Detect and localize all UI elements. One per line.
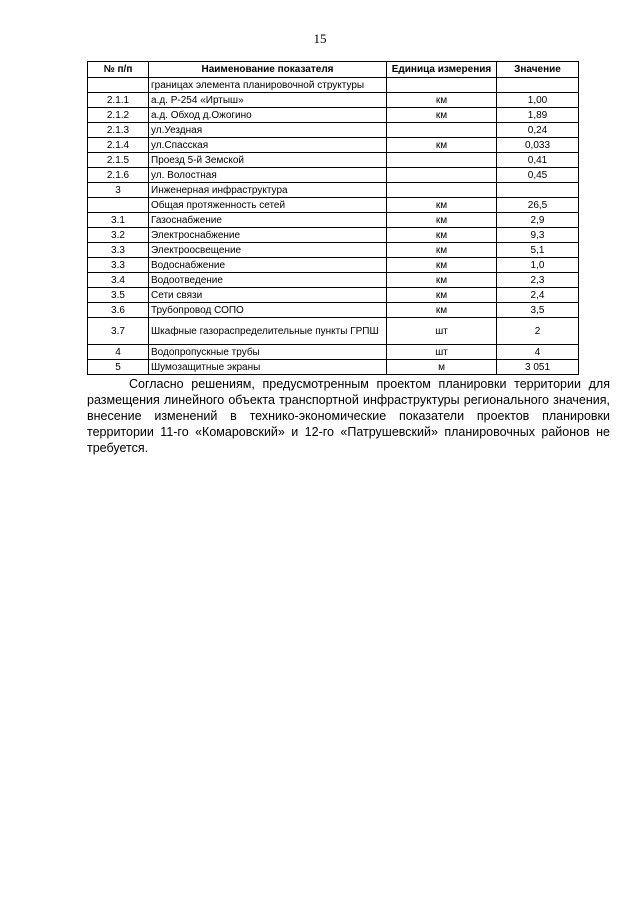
cell-name: Водоснабжение — [149, 258, 387, 273]
header-num: № п/п — [88, 62, 149, 78]
cell-name: Водопропускные трубы — [149, 345, 387, 360]
indicators-table — [87, 61, 579, 375]
table-row — [88, 318, 579, 345]
cell-unit: шт — [387, 345, 497, 360]
cell-name: ул. Волостная — [149, 168, 387, 183]
cell-num — [88, 78, 149, 93]
table-row — [88, 213, 579, 228]
cell-name: Инженерная инфраструктура — [149, 183, 387, 198]
cell-unit: км — [387, 138, 497, 153]
cell-name: а.д. Обход д.Ожогино — [149, 108, 387, 123]
cell-num: 3.5 — [88, 288, 149, 303]
table-row — [88, 288, 579, 303]
cell-value: 9,3 — [497, 228, 579, 243]
cell-num: 2.1.4 — [88, 138, 149, 153]
cell-name: Электроснабжение — [149, 228, 387, 243]
cell-value: 3 051 — [497, 360, 579, 375]
table-header-row — [88, 62, 579, 78]
cell-num: 2.1.6 — [88, 168, 149, 183]
table-row — [88, 243, 579, 258]
cell-unit: км — [387, 273, 497, 288]
page-number: 15 — [313, 31, 327, 46]
cell-value: 2,4 — [497, 288, 579, 303]
cell-num: 3.6 — [88, 303, 149, 318]
body-paragraph: Согласно решениям, предусмотренным проектом планировки территории для размещения линейного объекта транспортной инфраструктуры регионального значения, внесение изменений в технико-экономические показатели проектов планировки территории 11-го «Комаровский» и 12-го «Патрушевский» планировочных районов не требуется. — [87, 377, 610, 455]
cell-unit: км — [387, 288, 497, 303]
cell-value: 0,24 — [497, 123, 579, 138]
cell-value: 0,033 — [497, 138, 579, 153]
table-row — [88, 345, 579, 360]
cell-unit: км — [387, 303, 497, 318]
cell-unit — [387, 153, 497, 168]
table-row — [88, 108, 579, 123]
cell-name: Общая протяженность сетей — [149, 198, 387, 213]
cell-num: 3.3 — [88, 243, 149, 258]
header-name: Наименование показателя — [149, 62, 387, 78]
cell-unit — [387, 123, 497, 138]
cell-unit — [387, 168, 497, 183]
cell-unit: шт — [387, 318, 497, 345]
cell-unit: км — [387, 228, 497, 243]
cell-unit: км — [387, 243, 497, 258]
table-row — [88, 258, 579, 273]
cell-num: 3.4 — [88, 273, 149, 288]
cell-name: Газоснабжение — [149, 213, 387, 228]
cell-name: ул.Уездная — [149, 123, 387, 138]
table-row — [88, 228, 579, 243]
cell-value: 0,45 — [497, 168, 579, 183]
cell-num: 2.1.2 — [88, 108, 149, 123]
table-row — [88, 360, 579, 375]
cell-value: 4 — [497, 345, 579, 360]
cell-unit: км — [387, 258, 497, 273]
table-row — [88, 78, 579, 93]
cell-unit: км — [387, 198, 497, 213]
cell-name: ул.Спасская — [149, 138, 387, 153]
header-value: Значение — [497, 62, 579, 78]
cell-value — [497, 78, 579, 93]
cell-name: Сети связи — [149, 288, 387, 303]
table-row — [88, 138, 579, 153]
cell-name: Проезд 5-й Земской — [149, 153, 387, 168]
table-row — [88, 153, 579, 168]
cell-name: границах элемента планировочной структуры — [149, 78, 387, 93]
cell-value: 1,89 — [497, 108, 579, 123]
cell-num: 2.1.3 — [88, 123, 149, 138]
cell-value: 26,5 — [497, 198, 579, 213]
cell-value: 1,0 — [497, 258, 579, 273]
cell-value: 2,9 — [497, 213, 579, 228]
cell-unit: м — [387, 360, 497, 375]
cell-num: 3.2 — [88, 228, 149, 243]
header-unit: Единица измерения — [387, 62, 497, 78]
cell-unit: км — [387, 213, 497, 228]
table-row — [88, 183, 579, 198]
table-row — [88, 168, 579, 183]
cell-num: 4 — [88, 345, 149, 360]
cell-value — [497, 183, 579, 198]
cell-value: 3,5 — [497, 303, 579, 318]
table-row — [88, 123, 579, 138]
cell-num — [88, 198, 149, 213]
cell-name: Трубопровод СОПО — [149, 303, 387, 318]
table-row — [88, 303, 579, 318]
cell-value: 1,00 — [497, 93, 579, 108]
cell-num: 2.1.5 — [88, 153, 149, 168]
cell-value: 5,1 — [497, 243, 579, 258]
cell-name: Электроосвещение — [149, 243, 387, 258]
cell-unit — [387, 78, 497, 93]
cell-unit: км — [387, 108, 497, 123]
table-row — [88, 93, 579, 108]
cell-value: 2,3 — [497, 273, 579, 288]
cell-num: 3.3 — [88, 258, 149, 273]
cell-num: 5 — [88, 360, 149, 375]
cell-unit — [387, 183, 497, 198]
table-row — [88, 273, 579, 288]
cell-name: Шумозащитные экраны — [149, 360, 387, 375]
cell-value: 0,41 — [497, 153, 579, 168]
table-row — [88, 198, 579, 213]
cell-name: Водоотведение — [149, 273, 387, 288]
cell-unit: км — [387, 93, 497, 108]
cell-num: 3.7 — [88, 318, 149, 345]
cell-num: 3 — [88, 183, 149, 198]
cell-value: 2 — [497, 318, 579, 345]
table-body — [88, 78, 579, 375]
cell-num: 3.1 — [88, 213, 149, 228]
cell-num: 2.1.1 — [88, 93, 149, 108]
cell-name: Шкафные газораспределительные пункты ГРПШ — [149, 318, 387, 345]
cell-name: а.д. Р-254 «Иртыш» — [149, 93, 387, 108]
